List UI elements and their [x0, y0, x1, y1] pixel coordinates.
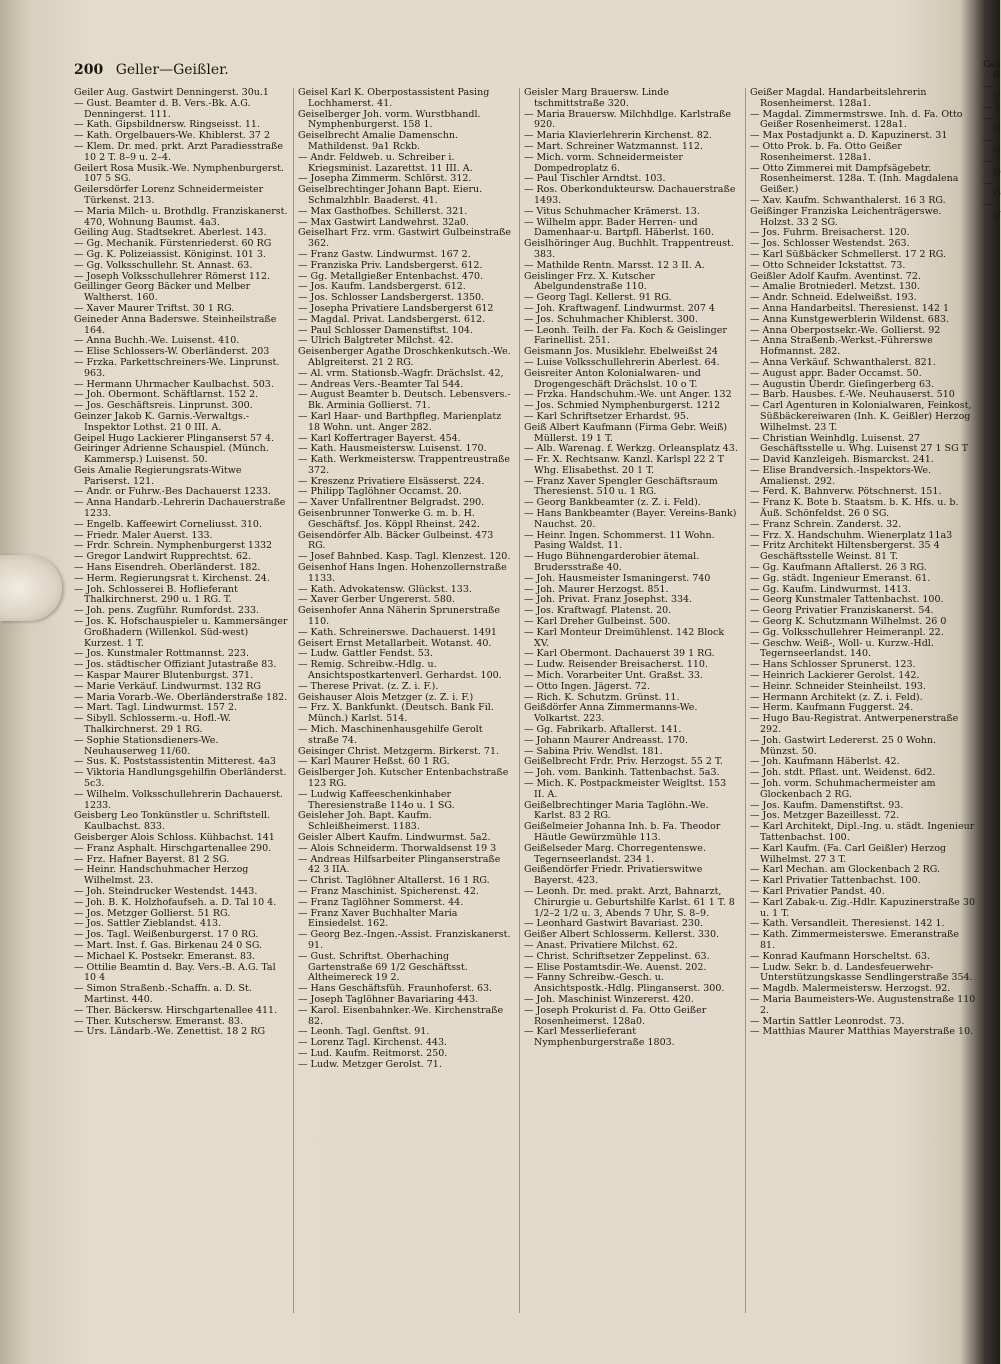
directory-entry: Geiselberger Joh. vorm. Wurstbhandl. Nymphenburgerst. 158 1.: [298, 108, 481, 131]
directory-entry: — Kath. Advokatensw. Glückst. 133.: [298, 583, 472, 595]
directory-entry: — Konrad Kaufmann Horscheltst. 63.: [750, 950, 931, 962]
directory-entry: Geillinger Georg Bäcker und Melber Waltherst. 160.: [74, 281, 251, 304]
directory-entry: — Frz. X. Bankfunkt. (Deutsch. Bank Fil. Münch.) Karlst. 514.: [298, 702, 494, 725]
directory-entry: — Gg. Volksschullehrer Heimeranpl. 22.: [750, 626, 944, 638]
directory-entry: — Joh. Maschinist Winzererst. 420.: [524, 993, 694, 1005]
name-range: Geller—Geißler.: [115, 62, 229, 78]
directory-entry: — Andr. Schneid. Edelweißst. 193.: [750, 292, 917, 304]
directory-entry: — C: [983, 112, 1001, 135]
directory-entry: — Elise Schlossers-W. Oberländerst. 203: [74, 346, 270, 358]
directory-entry: — Franz Schrein. Zanderst. 32.: [750, 518, 902, 530]
directory-entry: — Gust. Schriftst. Oberhaching Gartenstraße 69 1/2 Geschäftsst. Altheimereck 19 2.: [298, 950, 468, 984]
directory-entry: — I: [983, 102, 1000, 114]
directory-entry: Geißdörfer Anna Zimmermanns-We. Volkartst. 223.: [524, 702, 698, 725]
directory-entry: — Anast. Privatiere Milchst. 62.: [524, 939, 678, 951]
directory-entry: — Philipp Taglöhner Occamst. 20.: [298, 486, 462, 498]
directory-entry: — Andr. or Fuhrw.-Bes Dachauerst 1233.: [74, 486, 272, 498]
directory-entry: — Joh. Kaufmann Häberlst. 42.: [750, 756, 900, 768]
directory-entry: Geinzer Jakob K. Garnis.-Verwaltgs.-Inspektor Lothst. 21 0 III. A.: [74, 410, 250, 433]
directory-entry: Geisert Ernst Metallarbeit. Wotanst. 40.: [298, 637, 492, 649]
directory-entry: — Sus. K. Poststassistentin Mitterest. 4a3: [74, 756, 276, 768]
directory-entry: — Joh. Hausmeister Ismaningerst. 740: [524, 572, 711, 584]
directory-entry: — Karl Süßbäcker Schmellerst. 17 2 RG.: [750, 248, 947, 260]
directory-entry: Geißendörfer Friedr. Privatierswitwe Bayerst. 423.: [524, 864, 703, 887]
directory-entry: — Franz Gastw. Lindwurmst. 167 2.: [298, 248, 471, 260]
page-header: [74, 62, 229, 82]
directory-entry: — Joseph Taglöhner Bavariaring 443.: [298, 993, 479, 1005]
directory-entry: — Augustin Überdr. Gieſingerberg 63.: [750, 378, 935, 390]
directory-entry: — Anna Handarb.-Lehrerin Dachauerstraße 1233.: [74, 497, 286, 520]
directory-entry: — Andreas Hilfsarbeiter Plinganserstraße 42 3 IIA.: [298, 853, 501, 876]
directory-entry: — Paul Schlosser Damenstiftst. 104.: [298, 324, 473, 336]
directory-entry: — Lud. Kaufm. Reitmorst. 250.: [298, 1047, 448, 1059]
directory-entry: — Leonh. Teilh. der Fa. Koch & Geislinger Farinellist. 251.: [524, 324, 727, 347]
directory-entry: — Jos. Kunstmaler Rottmannst. 223.: [74, 648, 249, 660]
directory-entry: — Ros. Oberkondukteursw. Dachauerstraße 1493.: [524, 184, 736, 206]
directory-entry: — Maria Klavierlehrerin Kirchenst. 82.: [524, 130, 712, 142]
directory-entry: — Kath. Hausmeistersw. Luisenst. 170.: [298, 443, 487, 455]
directory-entry: — Frz. Hafner Bayerst. 81 2 SG.: [74, 853, 230, 865]
directory-entry: — Magdal. Zimmermstrswe. Inh. d. Fa. Otto Geißer Rosenheimerst. 128a1.: [750, 108, 963, 131]
directory-entry: — Kreszenz Privatiere Elsässerst. 224.: [298, 475, 485, 487]
directory-entry: — Jos. Schmied Nymphenburgerst. 1212: [524, 400, 721, 412]
directory-entry: Geißelseder Marg. Chorregentenswe. Tegernseerlandst. 234 1.: [524, 842, 706, 865]
directory-entry: — Heinr. Handschuhmacher Herzog Wilhelmst. 23.: [74, 864, 249, 887]
directory-entry: — Josepha Zimmerm. Schlörst. 312.: [298, 173, 472, 185]
directory-entry: — Fanny Schreibw.-Gesch. u. Ansichtspostk.-Hdlg. Plinganserst. 300.: [524, 972, 725, 995]
directory-entry: — Alois Schneiderm. Thorwaldsenst 19 3: [298, 842, 497, 854]
directory-entry: — Martin Sattler Leonrodst. 73.: [750, 1015, 905, 1027]
directory-entry: Geis Amalie Regierungsrats-Witwe Pariserst. 121.: [74, 464, 242, 487]
directory-entry: — Franz K. Bote b. Staatsm. b. K. Hfs. u. b. Äuß. Schönfeldst. 26 0 SG.: [750, 497, 959, 520]
directory-entry: — Leonh. Tagl. Genftst. 91.: [298, 1026, 430, 1038]
directory-entry: — Franz Taglöhner Sommerst. 44.: [298, 896, 464, 908]
directory-entry: — Georg Kunstmaler Tattenbachst. 100.: [750, 594, 944, 606]
directory-entry: — Karl Haar- und Barthpfleg. Marienplatz 18 Wohn. unt. Anger 282.: [298, 410, 502, 433]
directory-entry: Geisreiter Anton Kolonialwaren- und Drogengeschäft Drächslst. 10 o T.: [524, 367, 701, 390]
directory-entry: — Joh. Steindrucker Westendst. 1443.: [74, 885, 258, 897]
directory-entry: Geisenhofer Anna Näherin Sprunerstraße 110.: [298, 605, 501, 628]
directory-entry: — Jos. Fuhrm. Breisacherst. 120.: [750, 227, 910, 239]
page-number: 200: [74, 62, 104, 78]
directory-entry: — David Kanzleigeh. Bismarckst. 241.: [750, 454, 934, 466]
directory-entry: — Kath. Werkmeistersw. Trappentreustraße 372.: [298, 454, 511, 476]
directory-entry: — Joh. stdt. Pflast. unt. Weidenst. 6d2.: [750, 767, 936, 779]
directory-entry: — Mart. Inst. f. Gas. Birkenau 24 0 SG.: [74, 939, 263, 951]
directory-entry: — Heinr. Ingen. Schommerst. 11 Wohn. Pasing Waldst. 11.: [524, 529, 715, 552]
directory-entry: — Therese Privat. (z. Z. i. F.).: [298, 680, 439, 692]
directory-entry: — Franz Maschinist. Spicherenst. 42.: [298, 885, 479, 897]
directory-entry: — Jos. Tagl. Weißenburgerst. 17 0 RG.: [74, 929, 259, 941]
directory-entry: — Jos. Kaufm. Landsbergerst. 612.: [298, 281, 466, 293]
directory-entry: — Joh. Obermont. Schäftlarnst. 152 2.: [74, 389, 259, 401]
directory-entry: — Fr. X. Rechtsanw. Kanzl. Karlspl 22 2 T Whg. Elisabethst. 20 1 T.: [524, 454, 725, 476]
directory-entry: — Xaver Unfallrentner Belgradst. 290.: [298, 497, 485, 509]
directory-entry: — August appr. Bader Occamst. 50.: [750, 367, 922, 379]
directory-entry: — Joh. Schlosserei B. Hoflieferant Thalkirchnerst. 290 u. 1 RG. T.: [74, 583, 238, 606]
directory-entry: — Max Gasthofbes. Schillerst. 321.: [298, 205, 468, 217]
directory-entry: — Luise Volksschullehrerin Aberlest. 64.: [524, 356, 720, 368]
directory-entry: — Magdal. Privat. Landsbergerst. 612.: [298, 313, 486, 325]
directory-entry: Geiselbrecht Amalie Damenschn. Mathildenst. 9a1 Rckb.: [298, 130, 459, 152]
directory-entry: — Gg. Volksschullehr. St. Annast. 63.: [74, 259, 253, 271]
directory-entry: — Josepha Privatiere Landsbergerst 612: [298, 302, 494, 314]
directory-entry: — Ludw. Gattler Fendst. 53.: [298, 648, 433, 660]
directory-entry: — Hugo Bühnengarderobier ätemal. Brudersstraße 40.: [524, 551, 700, 574]
directory-entry: — Joseph Prokurist d. Fa. Otto Geißer Rosenheimerst. 128a0.: [524, 1004, 707, 1027]
directory-entry: — Joh. vom. Bankinh. Tattenbachst. 5a3.: [524, 767, 720, 779]
directory-entry: — Herm. Kaufmann Fuggerst. 24.: [750, 702, 914, 714]
directory-entry: — Anna Buchh.-We. Luisenst. 410.: [74, 335, 240, 347]
directory-entry: Geisendörfer Alb. Bäcker Gulbeinst. 473 RG.: [298, 529, 494, 552]
column-divider: [293, 88, 294, 1313]
directory-entry: — Lorenz Tagl. Kirchenst. 443.: [298, 1037, 448, 1049]
directory-entry: — Carl Agenturen in Kolonialwaren, Feinkost, Süßbäckereiwaren (Inh. K. Geißler) Herzog Wilhelmst. 23 T.: [750, 400, 972, 433]
directory-entry: — Sibyll. Schlosserm.-u. Hofl.-W. Thalkirchnerst. 29 1 RG.: [74, 713, 231, 736]
directory-entry: Geisberger Alois Schloss. Kühbachst. 141: [74, 831, 275, 843]
directory-entry: — Gg. Fabrikarb. Aftallerst. 141.: [524, 724, 682, 736]
directory-entry: — Karl Zabak-u. Zig.-Hdlr. Kapuzinerstraße 30 u. 1 T.: [750, 896, 975, 919]
directory-entry: — Franz Xaver Buchhalter Maria Einsiedelst. 162.: [298, 907, 458, 930]
directory-entry: — Joh. Maurer Herzogst. 851.: [524, 583, 669, 595]
directory-entry: Geisberg Leo Tonkünstler u. Schriftstell. Kaulbachst. 833.: [74, 810, 270, 833]
directory-entry: Geislinger Frz. X. Kutscher Abelgundenstraße 110.: [524, 270, 655, 293]
directory-entry: — Jos. Kaufm. Damenstiftst. 93.: [750, 799, 904, 811]
directory-entry: — Hugo Bau-Registrat. Antwerpenerstraße 292.: [750, 713, 959, 736]
directory-entry: — G: [983, 134, 1001, 157]
directory-entry: — Gg. Kaufm. Lindwurmst. 1413.: [750, 583, 911, 595]
directory-entry: — Heinr. Schneider Steinheilst. 193.: [750, 680, 926, 692]
directory-entry: — Anna Verkäuf. Schwanthalerst. 821.: [750, 356, 936, 368]
directory-entry: Geißer Magdal. Handarbeitslehrerin Rosenheimerst. 128a1.: [750, 87, 927, 109]
directory-entry: — Johann Maurer Andreasst. 170.: [524, 734, 688, 746]
directory-entry: — Mich. Vorarbeiter Unt. Graßst. 33.: [524, 670, 703, 682]
directory-entry: — Gg. Kaufmann Aftallerst. 26 3 RG.: [750, 562, 927, 574]
directory-entry: — Maria Baumeisters-We. Augustenstraße 110 2.: [750, 993, 976, 1016]
directory-entry: — Heinrich Lackierer Gerolst. 142.: [750, 670, 920, 682]
directory-entry: — Ferd. K. Bahnverw. Pötschnerst. 151.: [750, 486, 942, 498]
directory-entry: — Vitus Schuhmacher Krämerst. 13.: [524, 205, 700, 217]
directory-entry: — Maria Vorarb.-We. Oberländerstraße 182.: [74, 691, 288, 703]
directory-entry: — Paul Tischler Arndtst. 103.: [524, 173, 666, 185]
directory-entry: — Hans Bankbeamter (Bayer. Vereins-Bank) Nauchst. 20.: [524, 508, 737, 530]
directory-entry: — Hans Geschäftsfüh. Fraunhoferst. 63.: [298, 983, 493, 995]
directory-entry: — Anna Straßenb.-Werkst.-Führerswe Hofmannst. 282.: [750, 335, 933, 358]
directory-entry: — Gg. städt. Ingenieur Emeranst. 61.: [750, 572, 931, 584]
directory-entry: — Ther. Bäckersw. Hirschgartenallee 411.: [74, 1004, 278, 1016]
directory-entry: — Franziska Priv. Landsbergerst. 612.: [298, 259, 483, 271]
directory-entry: — Xaver Gerber Ungererst. 580.: [298, 594, 455, 606]
directory-entry: — Joh. Privat. Franz Josephst. 334.: [524, 594, 693, 606]
directory-entry: Geiselhart Frz. vrm. Gastwirt Gulbeinstraße 362.: [298, 227, 512, 250]
directory-entry: — Mart. Schreiner Watzmannst. 112.: [524, 140, 703, 152]
directory-entry: Geißinger Franziska Leichenträgerswe. Holzst. 33 2 SG.: [750, 205, 942, 228]
directory-entry: — Mathilde Rentn. Marsst. 12 3 II. A.: [524, 259, 705, 271]
directory-entry: — Karl Kaufm. (Fa. Carl Geißler) Herzog Wilhelmst. 27 3 T.: [750, 842, 946, 865]
directory-entry: — Mart. Tagl. Lindwurmst. 157 2.: [74, 702, 238, 714]
directory-entry: — Gust. Beamter d. B. Vers.-Bk. A.G. Denningerst. 111.: [74, 97, 251, 120]
directory-entry: — Jos. Schuhmacher Khiblerst. 300.: [524, 313, 698, 325]
directory-entry: — Ludw. Metzger Gerolst. 71.: [298, 1058, 442, 1070]
directory-entry: — Gg. Mechanik. Fürstenriederst. 60 RG: [74, 238, 272, 250]
directory-entry: — Remig. Schreibw.-Hdlg. u. Ansichtspostkartenverl. Gerhardst. 100.: [298, 659, 502, 682]
directory-entry: — Gregor Landwirt Rupprechtst. 62.: [74, 551, 252, 563]
directory-entry: — Geschw. Weiß-, Woll- u. Kurzw.-Hdl. Tegernseerlandst. 140.: [750, 637, 934, 660]
directory-entry: — Ludwig Kaffeeschenkinhaber Theresienstraße 114o u. 1 SG.: [298, 788, 455, 811]
directory-entry: — Jos. Metzger Gollierst. 51 RG.: [74, 907, 231, 919]
directory-entry: — Jos. städtischer Offiziant Jutastraße 83.: [74, 659, 277, 671]
directory-entry: — Kath. Zimmermeisterswe. Emeranstraße 81.: [750, 929, 960, 951]
directory-entry: — Elise Postamtsdir.-We. Auenst. 202.: [524, 961, 707, 973]
directory-entry: — Simon Straßenb.-Schaffn. a. D. St. Martinst. 440.: [74, 983, 252, 1005]
directory-entry: — Andreas Vers.-Beamter Tal 544.: [298, 378, 464, 390]
directory-entry: — Sophie Stationsdieners-We. Neuhauserweg 11/60.: [74, 734, 219, 757]
directory-entry: Geipel Hugo Lackierer Plinganserst 57 4.: [74, 432, 275, 444]
directory-entry: — Karl Dreher Gulbeinst. 500.: [524, 616, 671, 628]
directory-entry: — Karl Koffertrager Bayerst. 454.: [298, 432, 461, 444]
directory-entry: — Xav. Kaufm. Schwanthalerst. 16 3 RG.: [750, 194, 946, 206]
directory-entry: Geishauser Alois Metzger (z. Z. i. F.): [298, 691, 474, 703]
directory-entry: — Otto Ingen. Jägerst. 72.: [524, 680, 650, 692]
directory-entry: Geisenhof Hans Ingen. Hohenzollernstraße 1133.: [298, 562, 507, 584]
directory-entry: — C: [983, 80, 1001, 103]
directory-entry: — Leonhard Gastwirt Bavariast. 230.: [524, 918, 704, 930]
directory-entry: — Viktoria Handlungsgehilfin Oberländerst. 5c3.: [74, 767, 287, 789]
directory-entry: Geilersdörfer Lorenz Schneidermeister Türkenst. 213.: [74, 184, 264, 206]
directory-entry: — Franz Xaver Spengler Geschäftsraum Theresienst. 510 u. 1 RG.: [524, 475, 718, 498]
directory-entry: — Jos. Kraftwagf. Platenst. 20.: [524, 605, 672, 617]
directory-entry: — Ludw. Sekr. b. d. Landesfeuerwehr-Unterstützungskasse Sendlingerstraße 354.: [750, 961, 973, 984]
directory-entry: — Wilhelm. Volksschullehrerin Dachauerst. 1233.: [74, 788, 283, 811]
directory-entry: — Friedr. Maler Auerst. 133.: [74, 529, 213, 541]
directory-entry: — Karl Privatier Tattenbachst. 100.: [750, 875, 921, 887]
directory-entry: — Mich. K. Postpackmeister Weigltst. 153 II. A.: [524, 778, 727, 800]
directory-entry: — Anna Kunstgewerblerin Wildenst. 683.: [750, 313, 949, 325]
directory-entry: — Georg Privatier Franziskanerst. 54.: [750, 605, 934, 617]
binding-tab: [0, 555, 62, 621]
directory-entry: — Karl Messerlieferant Nymphenburgerstraße 1803.: [524, 1026, 675, 1049]
directory-entry: — Frzka. Handschuhm.-We. unt Anger. 132: [524, 389, 732, 401]
directory-entry: — Maria Brauersw. Milchhdlge. Karlstraße 920.: [524, 108, 731, 131]
directory-entry: Geismann Jos. Musiklehr. Ebelweißst 24: [524, 346, 718, 358]
directory-entry: — Kaspar Maurer Blutenburgst. 371.: [74, 670, 254, 682]
directory-entry: Geiß: [983, 59, 1000, 81]
directory-entry: Geißelmeier Johanna Inh. b. Fa. Theodor Häutle Gewürzmühle 113.: [524, 821, 721, 843]
directory-entry: Geiselbrechtinger Johann Bapt. Eieru. Schmalzhblr. Baaderst. 41.: [298, 184, 483, 206]
directory-entry: Geilert Rosa Musik.-We. Nymphenburgerst. 107 5 SG.: [74, 162, 284, 185]
directory-entry: — Gg. K. Polizeiassist. Königinst. 101 3.: [74, 248, 266, 260]
directory-entry: — Mich. vorm. Schneidermeister Dompedroplatz 6.: [524, 151, 683, 174]
directory-entry: Geisel Karl K. Oberpostassistent Pasing Lochhamerst. 41.: [298, 87, 490, 109]
directory-entry: — Joh. pens. Zugführ. Rumfordst. 233.: [74, 605, 260, 617]
directory-entry: — Leonh. Dr. med. prakt. Arzt, Bahnarzt, Chirurgie u. Geburtshilfe Karlst. 61 1 T. 8 1/2–2 1/2 u. 3, Abends 7 Uhr, S. 8–9.: [524, 885, 735, 919]
directory-entry: — Matthias Maurer Matthias Mayerstraße 10.: [750, 1026, 974, 1038]
directory-entry: — O: [983, 156, 1001, 178]
directory-entry: Geiling Aug. Stadtsekret. Aberlest. 143.: [74, 227, 267, 239]
directory-entry: Geiler Aug. Gastwirt Denningerst. 30u.1: [74, 87, 269, 98]
directory-entry: — Josef Bahnbed. Kasp. Tagl. Klenzest. 120.: [298, 551, 511, 563]
directory-entry: — U: [983, 199, 1001, 222]
directory-entry: — Christian Weinhdlg. Luisenst. 27 Geschäftsstelle u. Whg. Luisenst 27 1 SG T: [750, 432, 969, 455]
directory-entry: — Jos. K. Hofschauspieler u. Kammersänger Großhadern (Willenkol. Süd-west) Kurzest. 1 T.: [74, 616, 288, 649]
directory-entry: — Joh. Kraftwagenf. Lindwurmst. 207 4: [524, 302, 715, 314]
directory-entry: — Hans Schlosser Sprunerst. 123.: [750, 659, 916, 671]
directory-entry: — Marie Verkäuf. Lindwurmst. 132 RG: [74, 680, 262, 692]
directory-entry: — Magdb. Malermeistersw. Herzogst. 92.: [750, 983, 951, 995]
directory-entry: — Xaver Maurer Triftst. 30 1 RG.: [74, 302, 235, 314]
directory-entry: — Rich. K. Schutzm. Grünst. 11.: [524, 691, 680, 703]
directory-entry: — Max Gastwirt Landwehrst. 32a0.: [298, 216, 469, 228]
directory-entry: — Kath. Orgelbauers-We. Khiblerst. 37 2: [74, 130, 270, 142]
directory-entry: Geislberger Joh. Kutscher Entenbachstraße 123 RG.: [298, 767, 509, 789]
directory-entry: — Joh. Gastwirt Ledererst. 25 0 Wohn. Münzst. 50.: [750, 734, 937, 757]
directory-entry: — Anna Oberpostsekr.-We. Gollierst. 92: [750, 324, 941, 336]
directory-entry: — Karol. Eisenbahnker.-We. Kirchenstraße 82.: [298, 1004, 504, 1027]
directory-entry: — Mich. Maschinenhausgehilfe Gerolt straße 74.: [298, 724, 483, 746]
directory-entry: — Hermann Architekt (z. Z. i. Feld).: [750, 691, 923, 703]
directory-entry: — Jos. Sattler Zieblandst. 413.: [74, 918, 222, 930]
directory-entry: — Karl Obermont. Dachauerst 39 1 RG.: [524, 648, 715, 660]
directory-entry: — Urs. Ländarb.-We. Zenettist. 18 2 RG: [74, 1026, 266, 1038]
directory-entry: — Engelb. Kaffeewirt Corneliusst. 310.: [74, 518, 262, 530]
directory-entry: — Ulrich Balgtreter Milchst. 42.: [298, 335, 454, 347]
directory-entry: — Jos. Geschäftsreis. Linprunst. 300.: [74, 400, 253, 412]
directory-entry: Geineder Anna Baderswe. Steinheilstraße 164.: [74, 313, 277, 336]
directory-entry: — Karl Monteur Dreimühlenst. 142 Block XV.: [524, 626, 725, 649]
directory-entry: — Karl Schriftsetzer Erhardst. 95.: [524, 410, 689, 422]
directory-entry: Geisleher Joh. Bapt. Kaufm. Schleißheimerst. 1183.: [298, 810, 432, 833]
directory-entry: — Joh. B. K. Holzhofaufseh. a. D. Tal 10 4.: [74, 896, 277, 908]
directory-entry: Geislhöringer Aug. Buchhlt. Trappentreust. 383.: [524, 238, 734, 260]
directory-entry: Geisinger Christ. Metzgerm. Birkerst. 71.: [298, 745, 500, 757]
directory-entry: — Klem. Dr. med. prkt. Arzt Paradiesstraße 10 2 T. 8–9 u. 2–4.: [74, 140, 284, 163]
directory-entry: — Karl Maurer Heßst. 60 1 RG.: [298, 756, 450, 768]
directory-entry: — Georg K. Schutzmann Wilhelmst. 26 0: [750, 616, 947, 628]
directory-entry: Geisler Marg Brauersw. Linde tschmittstraße 320.: [524, 87, 669, 109]
directory-entry: — Otto Schneider Ickstattst. 73.: [750, 259, 906, 271]
directory-entry: — O: [983, 177, 1001, 200]
directory-entry: Geiß Albert Kaufmann (Firma Gebr. Weiß) Müllerst. 19 1 T.: [524, 421, 728, 444]
column-divider: [745, 88, 746, 1313]
directory-entry: — Kath. Versandleit. Theresienst. 142 1.: [750, 918, 945, 930]
directory-entry: — Otto Prok. b. Fa. Otto Geißer Rosenheimerst. 128a1.: [750, 140, 902, 163]
directory-entry: — Ottilie Beamtin d. Bay. Vers.-B. A.G. Tal 10 4: [74, 961, 276, 984]
directory-entry: — Kath. Gipsbildnersw. Ringseisst. 11.: [74, 119, 260, 131]
directory-entry: — Max Postadjunkt a. D. Kapuzinerst. 31: [750, 130, 948, 142]
column-divider: [519, 88, 520, 1313]
directory-entry: — August Beamter b. Deutsch. Lebensvers.-Bk. Arminia Gollierst. 71.: [298, 389, 511, 412]
directory-entry: — Jos. Schlosser Landsbergerst. 1350.: [298, 292, 485, 304]
column-2: [298, 88, 512, 1328]
directory-entry: — Ludw. Reisender Breisacherst. 110.: [524, 659, 708, 671]
directory-entry: Geißelbrecht Frdr. Priv. Herzogst. 55 2 T.: [524, 756, 723, 768]
directory-entry: — Jos. Schlosser Westendst. 263.: [750, 238, 910, 250]
directory-entry: — Gg. Metallgießer Entenbachst. 470.: [298, 270, 484, 282]
directory-entry: — Otto Zimmerei mit Dampfsägebetr. Rosenheimerst. 128a. T. (Inh. Magdalena Geißer.): [750, 162, 959, 196]
directory-entry: — Wilhelm appr. Bader Herren- und Damenhaar-u. Bartpfl. Häberlst. 160.: [524, 216, 714, 239]
directory-entry: Geißler Adolf Kaufm. Aventinst. 72.: [750, 270, 921, 282]
directory-entry: — Hermann Uhrmacher Kaulbachst. 503.: [74, 378, 274, 390]
adjacent-page-edge: [983, 60, 1000, 1320]
directory-entry: — Maria Milch- u. Brothdlg. Franziskanerst. 470, Wohnung Baumst. 4a3.: [74, 205, 288, 228]
directory-entry: — Georg Tagl. Kellerst. 91 RG.: [524, 292, 672, 304]
directory-entry: — Ther. Kutschersw. Emeranst. 83.: [74, 1015, 244, 1027]
directory-entry: — Sabina Priv. Wendlst. 181.: [524, 745, 663, 757]
directory-entry: — Frzka. Parkettschreiners-We. Linprunst. 963.: [74, 356, 280, 379]
directory-entry: — Christ. Taglöhner Altallerst. 16 1 RG.: [298, 875, 490, 887]
directory-entry: Geisenbrunner Tonwerke G. m. b. H. Geschäftsf. Jos. Köppl Rheinst. 242.: [298, 508, 480, 530]
directory-entry: — Hans Eisendreh. Oberländerst. 182.: [74, 562, 261, 574]
directory-entry: — Michael K. Postsekr. Emeranst. 83.: [74, 950, 256, 962]
directory-entry: — Joh. vorm. Schuhmachermeister am Glockenbach 2 RG.: [750, 778, 936, 800]
directory-entry: — Andr. Feldweb. u. Schreiber i. Kriegsminist. Lazarettst. 11 III. A.: [298, 151, 473, 174]
directory-entry: — Karl Architekt, Dipl.-Ing. u. städt. Ingenieur Tattenbachst. 100.: [750, 821, 975, 843]
directory-entry: — Karl Mechan. am Glockenbach 2 RG.: [750, 864, 941, 876]
directory-entry: — Al. vrm. Stationsb.-Wagfr. Drächslst. 42,: [298, 367, 504, 379]
directory-entry: — Kath. Schreinerswe. Dachauerst. 1491: [298, 626, 497, 638]
directory-entry: — Karl Privatier Pandst. 40.: [750, 885, 885, 897]
directory-entry: — Barb. Hausbes. f.-We. Neuhauserst. 510: [750, 389, 955, 401]
directory-entry: — Anna Handarbeitsl. Theresienst. 142 1: [750, 302, 949, 314]
directory-entry: Geißer Albert Schlosserm. Kellerst. 330.: [524, 929, 720, 941]
column-4: [750, 88, 976, 1328]
directory-entry: — Jos. Metzger Bazeillesst. 72.: [750, 810, 900, 822]
column-1: [74, 88, 288, 1328]
directory-entry: Geisler Albert Kaufm. Lindwurmst. 5a2.: [298, 831, 491, 843]
directory-entry: — Georg Bankbeamter (z. Z. i. Feld).: [524, 497, 701, 509]
directory-entry: — Georg Bez.-Ingen.-Assist. Franziskanerst. 91.: [298, 929, 511, 951]
directory-entry: — Fritz Architekt Hiltensbergerst. 35 4 Geschäftsstelle Weinst. 81 T.: [750, 540, 940, 563]
directory-entry: — Amalie Brotniederl. Metzst. 130.: [750, 281, 920, 293]
directory-entry: Geisenberger Agathe Droschkenkutsch.-We. Ablgreiterst. 21 2 RG.: [298, 346, 511, 368]
directory-entry: — Frdr. Schrein. Nymphenburgerst 1332: [74, 540, 273, 552]
directory-entry: — Frz. X. Handschuhm. Wienerplatz 11a3: [750, 529, 953, 541]
directory-entry: — Joseph Volksschullehrer Römerst 112.: [74, 270, 271, 282]
directory-entry: Geiringer Adrienne Schauspiel. (Münch. Kammersp.) Luisenst. 50.: [74, 443, 269, 466]
directory-entry: — Franz Asphalt. Hirschgartenallee 290.: [74, 842, 272, 854]
directory-entry: — Elise Brandversich.-Inspektors-We. Amalienst. 292.: [750, 464, 932, 487]
column-3: [524, 88, 738, 1328]
directory-entry: — Alb. Warenag. f. Werkzg. Orleansplatz 43.: [524, 443, 738, 455]
directory-entry: — Herm. Regierungsrat t. Kirchenst. 24.: [74, 572, 270, 584]
directory-entry: — Christ. Schriftsetzer Zeppelinst. 63.: [524, 950, 710, 962]
directory-entry: Geißelbrechtinger Maria Taglöhn.-We. Karlst. 83 2 RG.: [524, 799, 709, 822]
